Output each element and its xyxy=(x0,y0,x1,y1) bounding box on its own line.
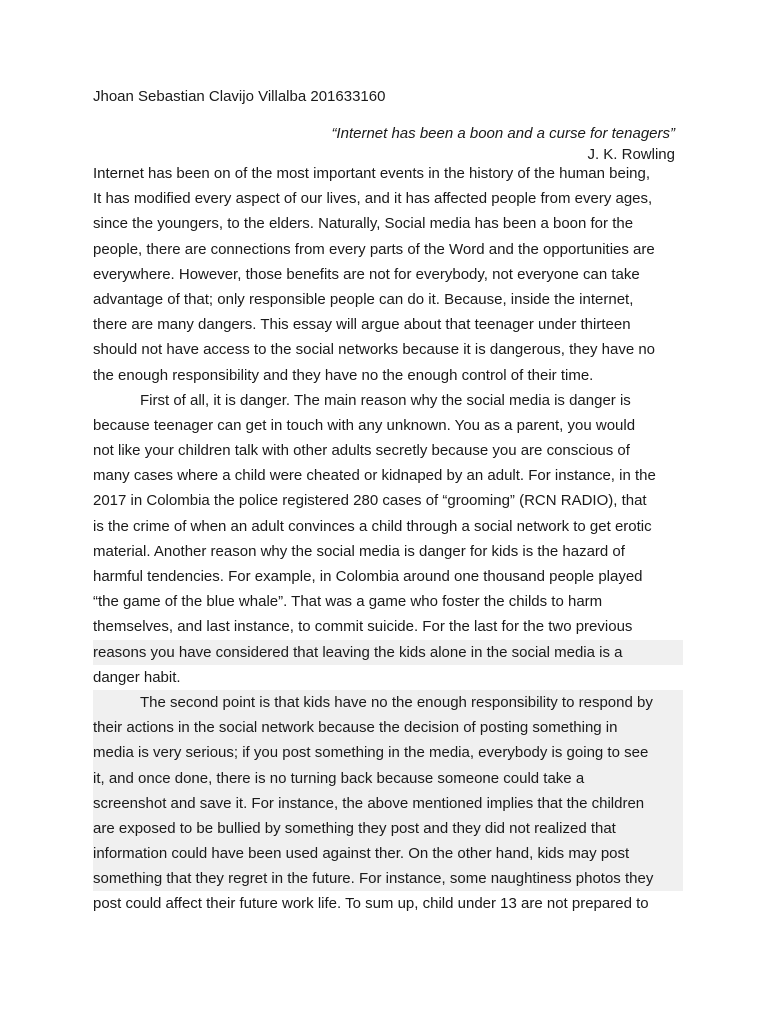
text-line: the enough responsibility and they have no the enough control of their time. xyxy=(93,366,594,384)
text-line: should not have access to the social networks because it is dangerous, they have no xyxy=(93,341,656,359)
text-line: many cases where a child were cheated or kidnaped by an adult. For instance, in the xyxy=(93,467,656,485)
text-line: harmful tendencies. For example, in Colombia around one thousand people played xyxy=(93,568,643,585)
text-line: reasons you have considered that leaving the kids alone in the social media is a xyxy=(93,640,683,665)
text-line: their actions in the social network because the decision of posting something in xyxy=(93,715,683,740)
text-line: themselves, and last instance, to commit suicide. For the last for the two previous xyxy=(93,618,633,636)
paragraph-start-line: The second point is that kids have no the enough responsibility to respond by xyxy=(93,690,683,715)
epigraph-quote: “Internet has been a boon and a curse for tenagers” xyxy=(331,125,675,142)
text-line: media is very serious; if you post something in the media, everybody is going to see xyxy=(93,740,683,765)
author-line: Jhoan Sebastian Clavijo Villalba 201633160 xyxy=(93,88,386,105)
text-line: 2017 in Colombia the police registered 280 cases of “grooming” (RCN RADIO), that xyxy=(93,492,647,510)
text-line: everywhere. However, those benefits are not for everybody, not everyone can take xyxy=(93,265,640,283)
paragraph-start-line: First of all, it is danger. The main reason why the social media is danger is xyxy=(140,391,631,409)
text-line: material. Another reason why the social media is danger for kids is the hazard of xyxy=(93,542,625,560)
text-line: since the youngers, to the elders. Naturally, Social media has been a boon for the xyxy=(93,215,634,233)
text-line: because teenager can get in touch with any unknown. You as a parent, you would xyxy=(93,416,636,434)
text-line: are exposed to be bullied by something they post and they did not realized that xyxy=(93,816,683,841)
text-line: there are many dangers. This essay will argue about that teenager under thirteen xyxy=(93,316,631,334)
text-line: is the crime of when an adult convinces a child through a social network to get erotic xyxy=(93,517,652,535)
text-line: post could affect their future work life. To sum up, child under 13 are not prepared to xyxy=(93,895,649,913)
epigraph-attribution: J. K. Rowling xyxy=(587,146,675,163)
text-line: not like your children talk with other adults secretly because you are conscious of xyxy=(93,442,630,460)
text-line: It has modified every aspect of our lives, and it has affected people from every ages, xyxy=(93,190,653,208)
text-line: “the game of the blue whale”. That was a game who foster the childs to harm xyxy=(93,593,603,611)
text-line: Internet has been on of the most important events in the history of the human being, xyxy=(93,165,651,182)
text-line: screenshot and save it. For instance, the above mentioned implies that the children xyxy=(93,791,683,816)
essay-body xyxy=(93,161,683,917)
text-line: it, and once done, there is no turning back because someone could take a xyxy=(93,766,683,791)
text-line: something that they regret in the future. For instance, some naughtiness photos they xyxy=(93,866,683,891)
text-line: danger habit. xyxy=(93,668,181,686)
text-line: information could have been used against ther. On the other hand, kids may post xyxy=(93,841,683,866)
text-line: people, there are connections from every parts of the Word and the opportunities are xyxy=(93,240,655,258)
text-line: advantage of that; only responsible people can do it. Because, inside the internet, xyxy=(93,290,634,308)
